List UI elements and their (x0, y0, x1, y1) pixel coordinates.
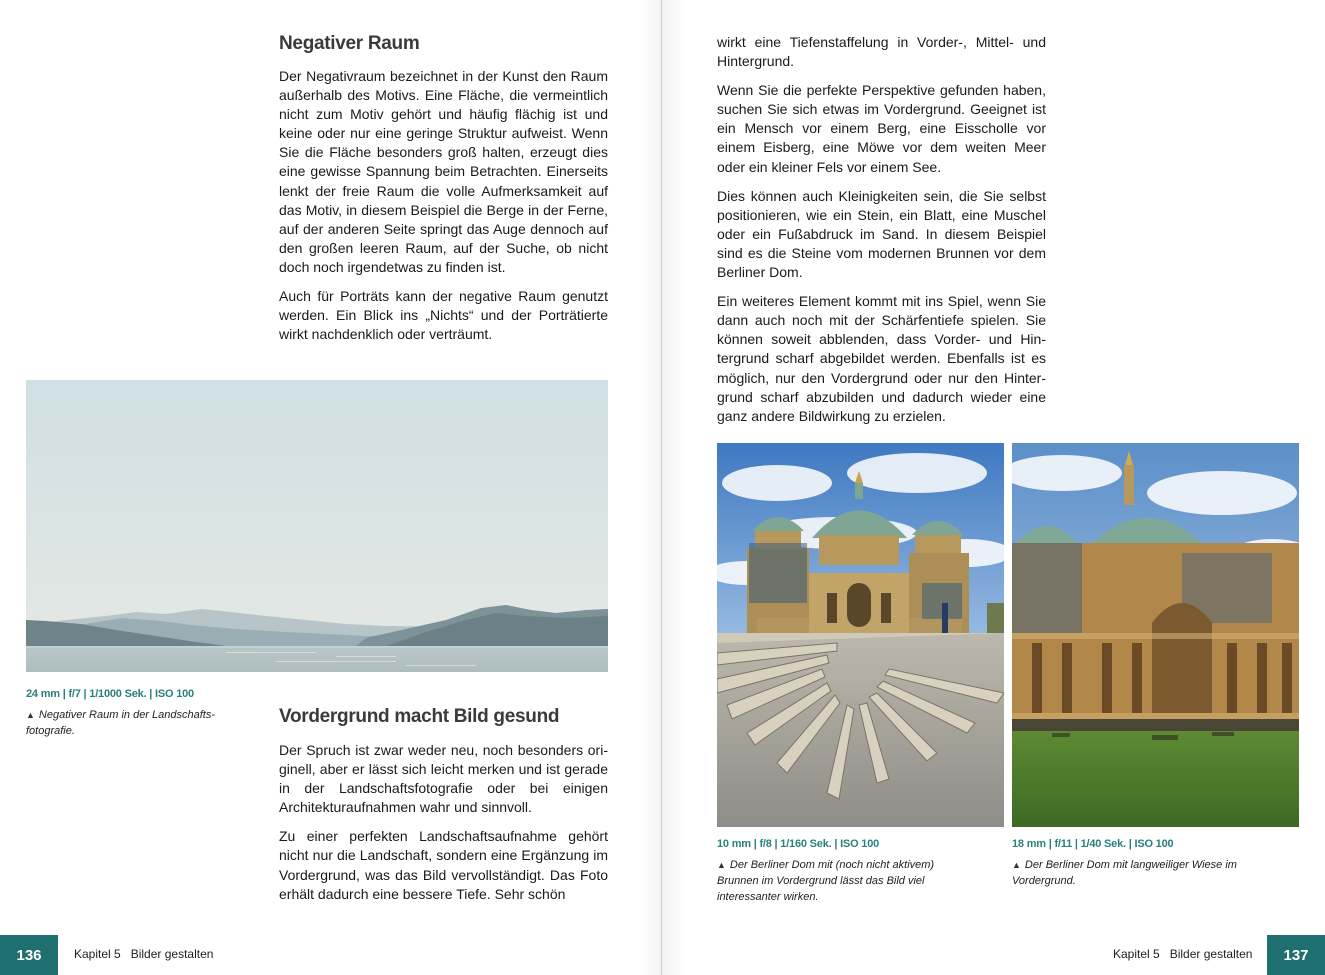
page-number: 137 (1267, 935, 1325, 975)
footer-chapter: Kapitel 5 (74, 947, 121, 961)
photo-mountain-lake (26, 380, 608, 672)
photo-caption (26, 707, 241, 739)
paragraph: Der Spruch ist zwar weder neu, noch besonders originell, aber er lässt sich leicht merken und ist gerade in der Landschaftsfotografie oder bei einigen Architekturaufnahmen wahr und sinnvoll. (279, 742, 608, 816)
text-block-negative-space (279, 67, 608, 354)
paragraph: Auch für Porträts kann der negative Raum genutzt werden. Ein Blick ins „Nichts“ und der Porträtierte wirkt nachdenklich oder verträumt. (279, 288, 608, 343)
text-block-right (717, 33, 1046, 436)
photo-berliner-dom-fountain (717, 443, 1004, 827)
photo1-caption (717, 857, 967, 905)
photo-berliner-dom-lawn (1012, 443, 1299, 827)
photo1-specs: 10 mm | f/8 | 1/160 Sek. | ISO 100 (717, 838, 880, 850)
photo2-caption (1012, 857, 1252, 889)
caption-triangle-icon: ▲ (717, 860, 726, 870)
heading-negative-space: Negativer Raum (279, 33, 420, 54)
page-number: 136 (0, 935, 58, 975)
caption-text: Negativer Raum in der Landschaftsfotografie. (26, 709, 216, 737)
paragraph: Ein weiteres Element kommt mit ins Spiel, wenn Sie dann auch noch mit der Schärfentiefe spielen. Sie können soweit abblenden, dass Vorder- und Hintergrund scharf abgebildet werden. Ebenfalls ist es möglich, nur den Vordergrund oder nur den Hintergrund scharf abzubilden und dadurch wieder eine ganz andere Bildwirkung zu erzielen. (717, 293, 1046, 424)
text-block-foreground (279, 741, 608, 914)
caption-triangle-icon: ▲ (26, 710, 35, 720)
paragraph: wirkt eine Tiefenstaffelung in Vorder-, Mittel- und Hintergrund. (717, 34, 1046, 70)
paragraph: Dies können auch Kleinigkeiten sein, die Sie selbst positionieren, wie ein Stein, ein Blatt, eine Muschel oder ein Fußabdruck im Sand. In diesem Beispiel sind es die Steine vom modernen Brunnen vor dem Berliner Dom. (717, 187, 1046, 281)
footer-title: Bilder gestalten (130, 947, 214, 961)
paragraph: Zu einer perfekten Landschaftsaufnahme gehört nicht nur die Landschaft, sondern eine Ergänzung im Vordergrund, was das Bild vervollständigt. Das Foto erhält dadurch eine bessere Tiefe. Sehr schön (279, 828, 608, 902)
paragraph: Wenn Sie die perfekte Perspektive gefunden haben, suchen Sie sich etwas im Vordergrund. Geeignet ist ein Mensch vor einem Berg, eine Eisscholle vor einem Eisberg, eine Möwe vor dem weiten Meer oder ein kleiner Fels vor einem See. (717, 82, 1046, 175)
footer-chapter: Kapitel 5 (1113, 947, 1160, 961)
caption-text: Der Berliner Dom mit langweiliger Wiese im Vordergrund. (1012, 859, 1237, 887)
heading-foreground: Vordergrund macht Bild gesund (279, 706, 560, 727)
caption-triangle-icon: ▲ (1012, 860, 1021, 870)
footer-title: Bilder gestalten (1169, 947, 1253, 961)
page-137 (662, 0, 1325, 975)
caption-text: Der Berliner Dom mit (noch nicht aktivem) Brunnen im Vordergrund lässt das Bild viel interessanter wirken. (717, 859, 935, 903)
page-footer (1113, 947, 1252, 961)
photo2-specs: 18 mm | f/11 | 1/40 Sek. | ISO 100 (1012, 838, 1174, 850)
photo-specs: 24 mm | f/7 | 1/1000 Sek. | ISO 100 (26, 688, 194, 700)
paragraph: Der Negativraum bezeichnet in der Kunst den Raum außerhalb des Motivs. Eine Fläche, die vermeintlich nicht zum Motiv gehört und häufig flächig ist und keine oder nur eine geringe Struktur aufweist. Wenn Sie die Fläche besonders groß halten, erzeugt dies eine gewisse Spannung beim Betrachten. Einerseits lenkt der freie Raum die volle Aufmerksamkeit auf das Motiv, in diesem Beispiel die Berge in der Ferne, auf der anderen Seite springt das Auge dennoch auf den großen leeren Raum, auf der Suche, ob nicht doch noch irgendetwas zu finden ist. (279, 68, 608, 275)
page-footer (74, 947, 213, 961)
page-136 (0, 0, 662, 975)
